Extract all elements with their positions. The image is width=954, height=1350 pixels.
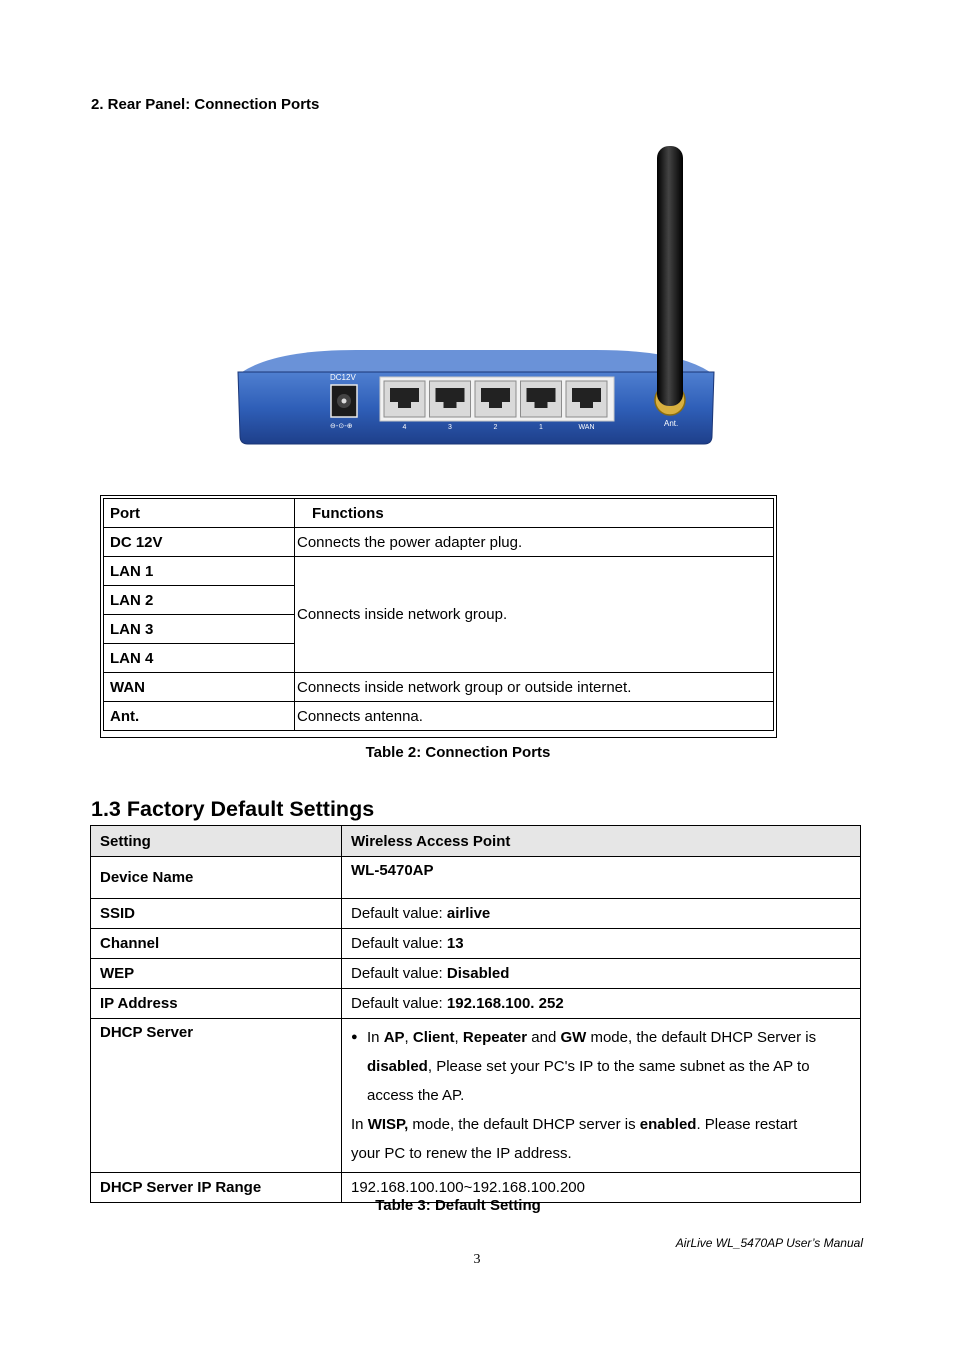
table-row — [104, 528, 774, 557]
dhcp-bullet-line: ● In AP, Client, Repeater and GW mode, the default DHCP Server is — [351, 1023, 851, 1052]
connection-ports-table — [103, 498, 774, 731]
port-cell: LAN 1 — [104, 557, 295, 586]
setting-label: IP Address — [91, 989, 342, 1019]
section-heading: 2. Rear Panel: Connection Ports — [91, 96, 320, 113]
setting-value — [342, 857, 861, 899]
default-settings-table — [90, 825, 861, 1203]
setting-value — [342, 899, 861, 929]
table-caption: Table 2: Connection Ports — [365, 744, 551, 761]
setting-label: DHCP Server IP Range — [91, 1173, 342, 1203]
section-heading: 1.3 Factory Default Settings — [91, 797, 375, 821]
column-header-port: Port — [104, 499, 295, 528]
setting-label: SSID — [91, 899, 342, 929]
table-caption: Table 3: Default Setting — [375, 1197, 541, 1214]
table-row — [91, 857, 861, 899]
column-header-wireless-access-point: Wireless Access Point — [342, 826, 861, 857]
setting-value — [342, 959, 861, 989]
antenna — [657, 146, 683, 406]
channel-value: 13 — [446, 935, 464, 952]
dhcp-wisp-line: In WISP, mode, the default DHCP server is enabled. Please restart — [351, 1116, 798, 1133]
setting-value — [342, 929, 861, 959]
port-cell: DC 12V — [104, 528, 295, 557]
port-number-label: WAN — [578, 424, 595, 431]
port-cell: LAN 2 — [104, 586, 295, 615]
port-cell: Ant. — [104, 702, 295, 731]
table-row — [91, 959, 861, 989]
table-row — [91, 929, 861, 959]
table-row — [91, 989, 861, 1019]
port-cell: WAN — [104, 673, 295, 702]
power-polarity-symbol: ⊖-⊙-⊕ — [330, 422, 353, 430]
dhcp-bullet-continuation: disabled, Please set your PC's IP to the same subnet as the AP to — [367, 1058, 810, 1075]
setting-label: Channel — [91, 929, 342, 959]
table-row — [104, 673, 774, 702]
dhcp-wisp-continuation: your PC to renew the IP address. — [351, 1145, 572, 1162]
bullet-icon: ● — [351, 1031, 358, 1043]
page-number: 3 — [473, 1252, 481, 1267]
default-value-prefix: Default value: — [351, 905, 447, 922]
setting-value: 192.168.100.100~192.168.100.200 — [342, 1173, 861, 1203]
default-value-prefix: Default value: — [351, 965, 447, 982]
dhcp-bullet-continuation: access the AP. — [367, 1087, 465, 1104]
dc12v-label: DC12V — [330, 373, 356, 382]
router-rear-panel-image — [236, 144, 716, 450]
wep-value: Disabled — [446, 965, 510, 982]
connection-ports-table-frame — [100, 495, 777, 738]
column-header-setting: Setting — [91, 826, 342, 857]
port-number-label: 3 — [448, 424, 452, 431]
table-row — [91, 1019, 861, 1173]
default-value-prefix: Default value: — [351, 995, 447, 1012]
table-row — [104, 557, 774, 586]
table-row — [104, 702, 774, 731]
port-number-label: 2 — [493, 424, 498, 431]
table-header-row — [91, 826, 861, 857]
setting-label: Device Name — [91, 857, 342, 899]
setting-value — [342, 1019, 861, 1173]
table-header-row — [104, 499, 774, 528]
function-cell: Connects inside network group. — [295, 557, 774, 673]
port-cell: LAN 3 — [104, 615, 295, 644]
antenna-port-label: Ant. — [664, 419, 679, 428]
port-number-label: 1 — [539, 424, 543, 431]
setting-label: DHCP Server — [91, 1019, 342, 1173]
function-cell: Connects inside network group or outside internet. — [295, 673, 774, 702]
setting-label: WEP — [91, 959, 342, 989]
setting-value — [342, 989, 861, 1019]
table-row — [91, 899, 861, 929]
ip-address-value: 192.168.100. 252 — [446, 995, 564, 1012]
function-cell: Connects the power adapter plug. — [295, 528, 774, 557]
default-value-prefix: Default value: — [351, 935, 447, 952]
ethernet-ports — [384, 381, 607, 417]
port-cell: LAN 4 — [104, 644, 295, 673]
port-number-label: 4 — [402, 424, 407, 431]
router-top-shell — [242, 350, 710, 372]
device-name-value: WL-5470AP — [351, 862, 434, 879]
function-cell: Connects antenna. — [295, 702, 774, 731]
footer-manual-title: AirLive WL_5470AP User’s Manual — [675, 1236, 863, 1250]
column-header-functions: Functions — [295, 499, 774, 528]
ssid-value: airlive — [446, 905, 491, 922]
